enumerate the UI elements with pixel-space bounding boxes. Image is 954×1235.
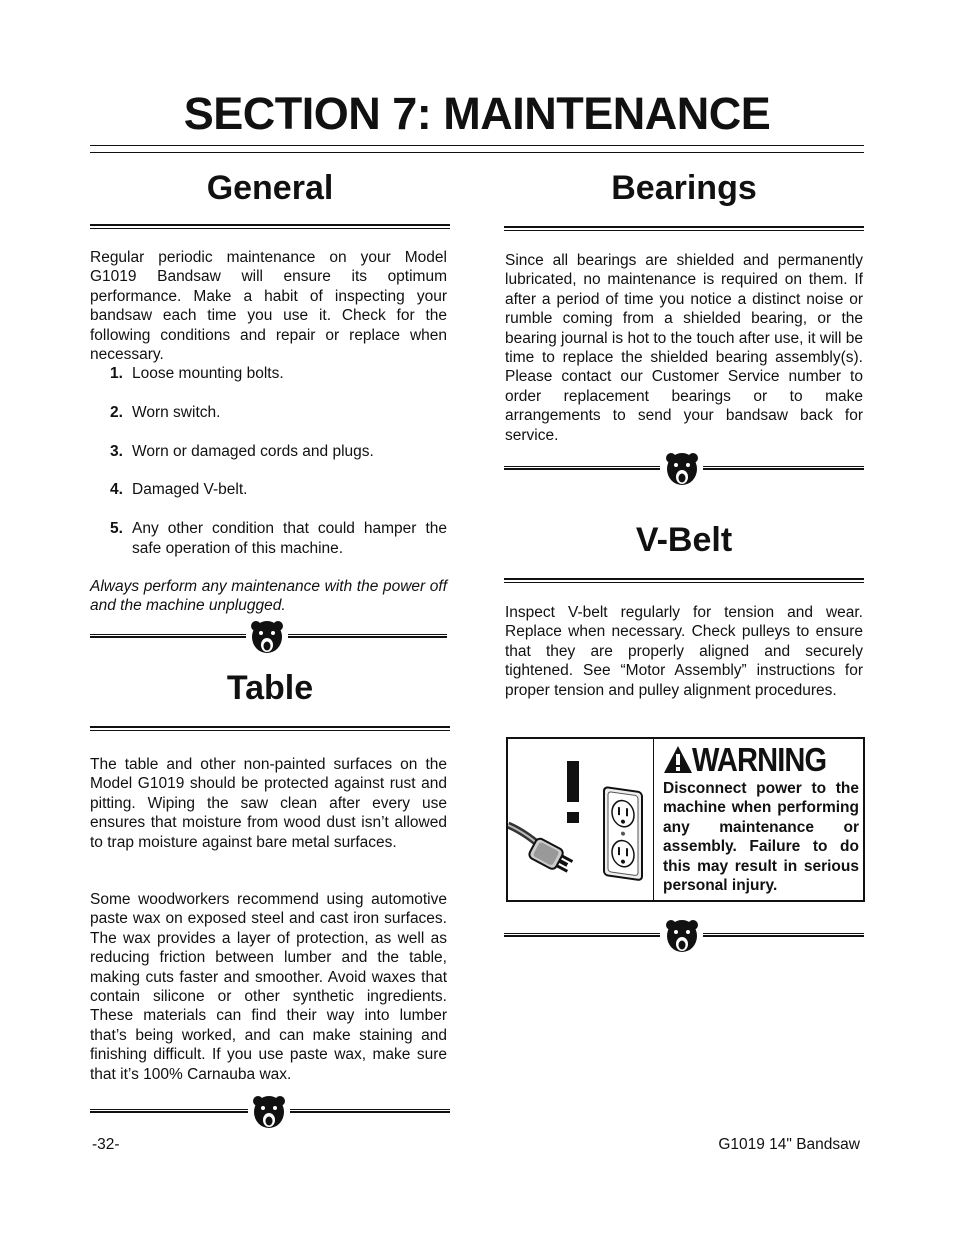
list-item-text: Loose mounting bolts.: [132, 365, 284, 382]
section-divider: [90, 1099, 450, 1129]
table-para-1: The table and other non-painted surfaces on the Model G1019 should be protected against rust and pitting. Wiping the saw clean after every use ensures that moisture from wood dust isn’t allowed to trap moisture against bare metal surfaces.: [90, 756, 447, 851]
vbelt-heading: V-Belt: [635, 521, 733, 559]
section-divider: [504, 923, 864, 953]
page-title: SECTION 7: MAINTENANCE: [183, 88, 771, 139]
general-checklist: [90, 364, 447, 577]
general-rule: [90, 224, 450, 229]
power-plug-outlet-icon: [508, 739, 650, 900]
table-rule: [90, 726, 450, 731]
list-item-text: Worn or damaged cords and plugs.: [132, 442, 374, 460]
section-divider: [90, 624, 447, 654]
list-item-number: 3.: [110, 442, 123, 460]
bear-head-icon: [665, 919, 699, 955]
page-number: -32-: [92, 1136, 120, 1153]
list-item-number: 4.: [110, 481, 123, 499]
warning-label: WARNING: [692, 741, 827, 778]
warning-triangle-icon: [663, 745, 693, 775]
footer-model: G1019 14" Bandsaw: [718, 1136, 860, 1153]
warning-box: [506, 737, 865, 902]
vbelt-text: Inspect V-belt regularly for tension and wear. Replace when necessary. Check pulleys to ensure that they are properly aligned and securely tightened. See “Motor Assembly” instructions for proper tension and pulley alignment procedures.: [505, 604, 863, 699]
list-item-number: 5.: [110, 520, 123, 538]
list-item: [90, 364, 447, 383]
list-item-text: Damaged V-belt.: [132, 481, 248, 499]
warning-text: Disconnect power to the machine when performing any maintenance or assembly. Failure to do this may result in serious personal injury.: [663, 780, 859, 895]
general-heading: General: [206, 169, 334, 207]
list-item: [90, 480, 447, 499]
list-item-number: 1.: [110, 365, 123, 382]
list-item: [90, 403, 447, 422]
maintenance-note: Always perform any maintenance with the power off and the machine unplugged.: [90, 578, 447, 615]
bear-head-icon: [665, 452, 699, 488]
bear-head-icon: [250, 620, 284, 656]
section-divider: [504, 456, 864, 486]
table-heading: Table: [226, 669, 314, 707]
vbelt-rule: [504, 578, 864, 583]
bearings-heading: Bearings: [611, 169, 757, 207]
warning-header: [661, 743, 859, 779]
bearings-rule: [504, 226, 864, 231]
list-item-text: Any other condition that could hamper the safe operation of this machine.: [132, 520, 447, 557]
list-item: [90, 442, 447, 461]
list-item-text: Worn switch.: [132, 403, 221, 421]
list-item: [90, 519, 447, 558]
bear-head-icon: [252, 1095, 286, 1131]
bearings-text: Since all bearings are shielded and permanently lubricated, no maintenance is required on them. If after a period of time you notice a distinct noise or rumble coming from a shielded bearing, or the bearing journal is hot to the touch after use, it will be time to replace the shielded bearing assembly(s). Please contact our Customer Service number to order replacement bearings or to make arrangements to send your bandsaw back for service.: [505, 252, 863, 444]
warning-illustration: [508, 739, 654, 900]
table-para-2: Some woodworkers recommend using automotive paste wax on exposed steel and cast iron surfaces. The wax provides a layer of protection, as well as reducing friction between lumber and the table, making cuts faster and smoother. Avoid waxes that contain silicone or other synthetic ingredients. These materials can find their way into lumber that’s being worked, and can make staining and finishing difficult. If you use paste wax, make sure that it’s 100% Carnauba wax.: [90, 891, 447, 1083]
title-rule: [90, 145, 864, 153]
general-intro: Regular periodic maintenance on your Model G1019 Bandsaw will ensure its optimum performance. Make a habit of inspecting your bandsaw each time you use it. Check for the following conditions and repair or replace when necessary.: [90, 249, 447, 364]
list-item-number: 2.: [110, 403, 123, 421]
